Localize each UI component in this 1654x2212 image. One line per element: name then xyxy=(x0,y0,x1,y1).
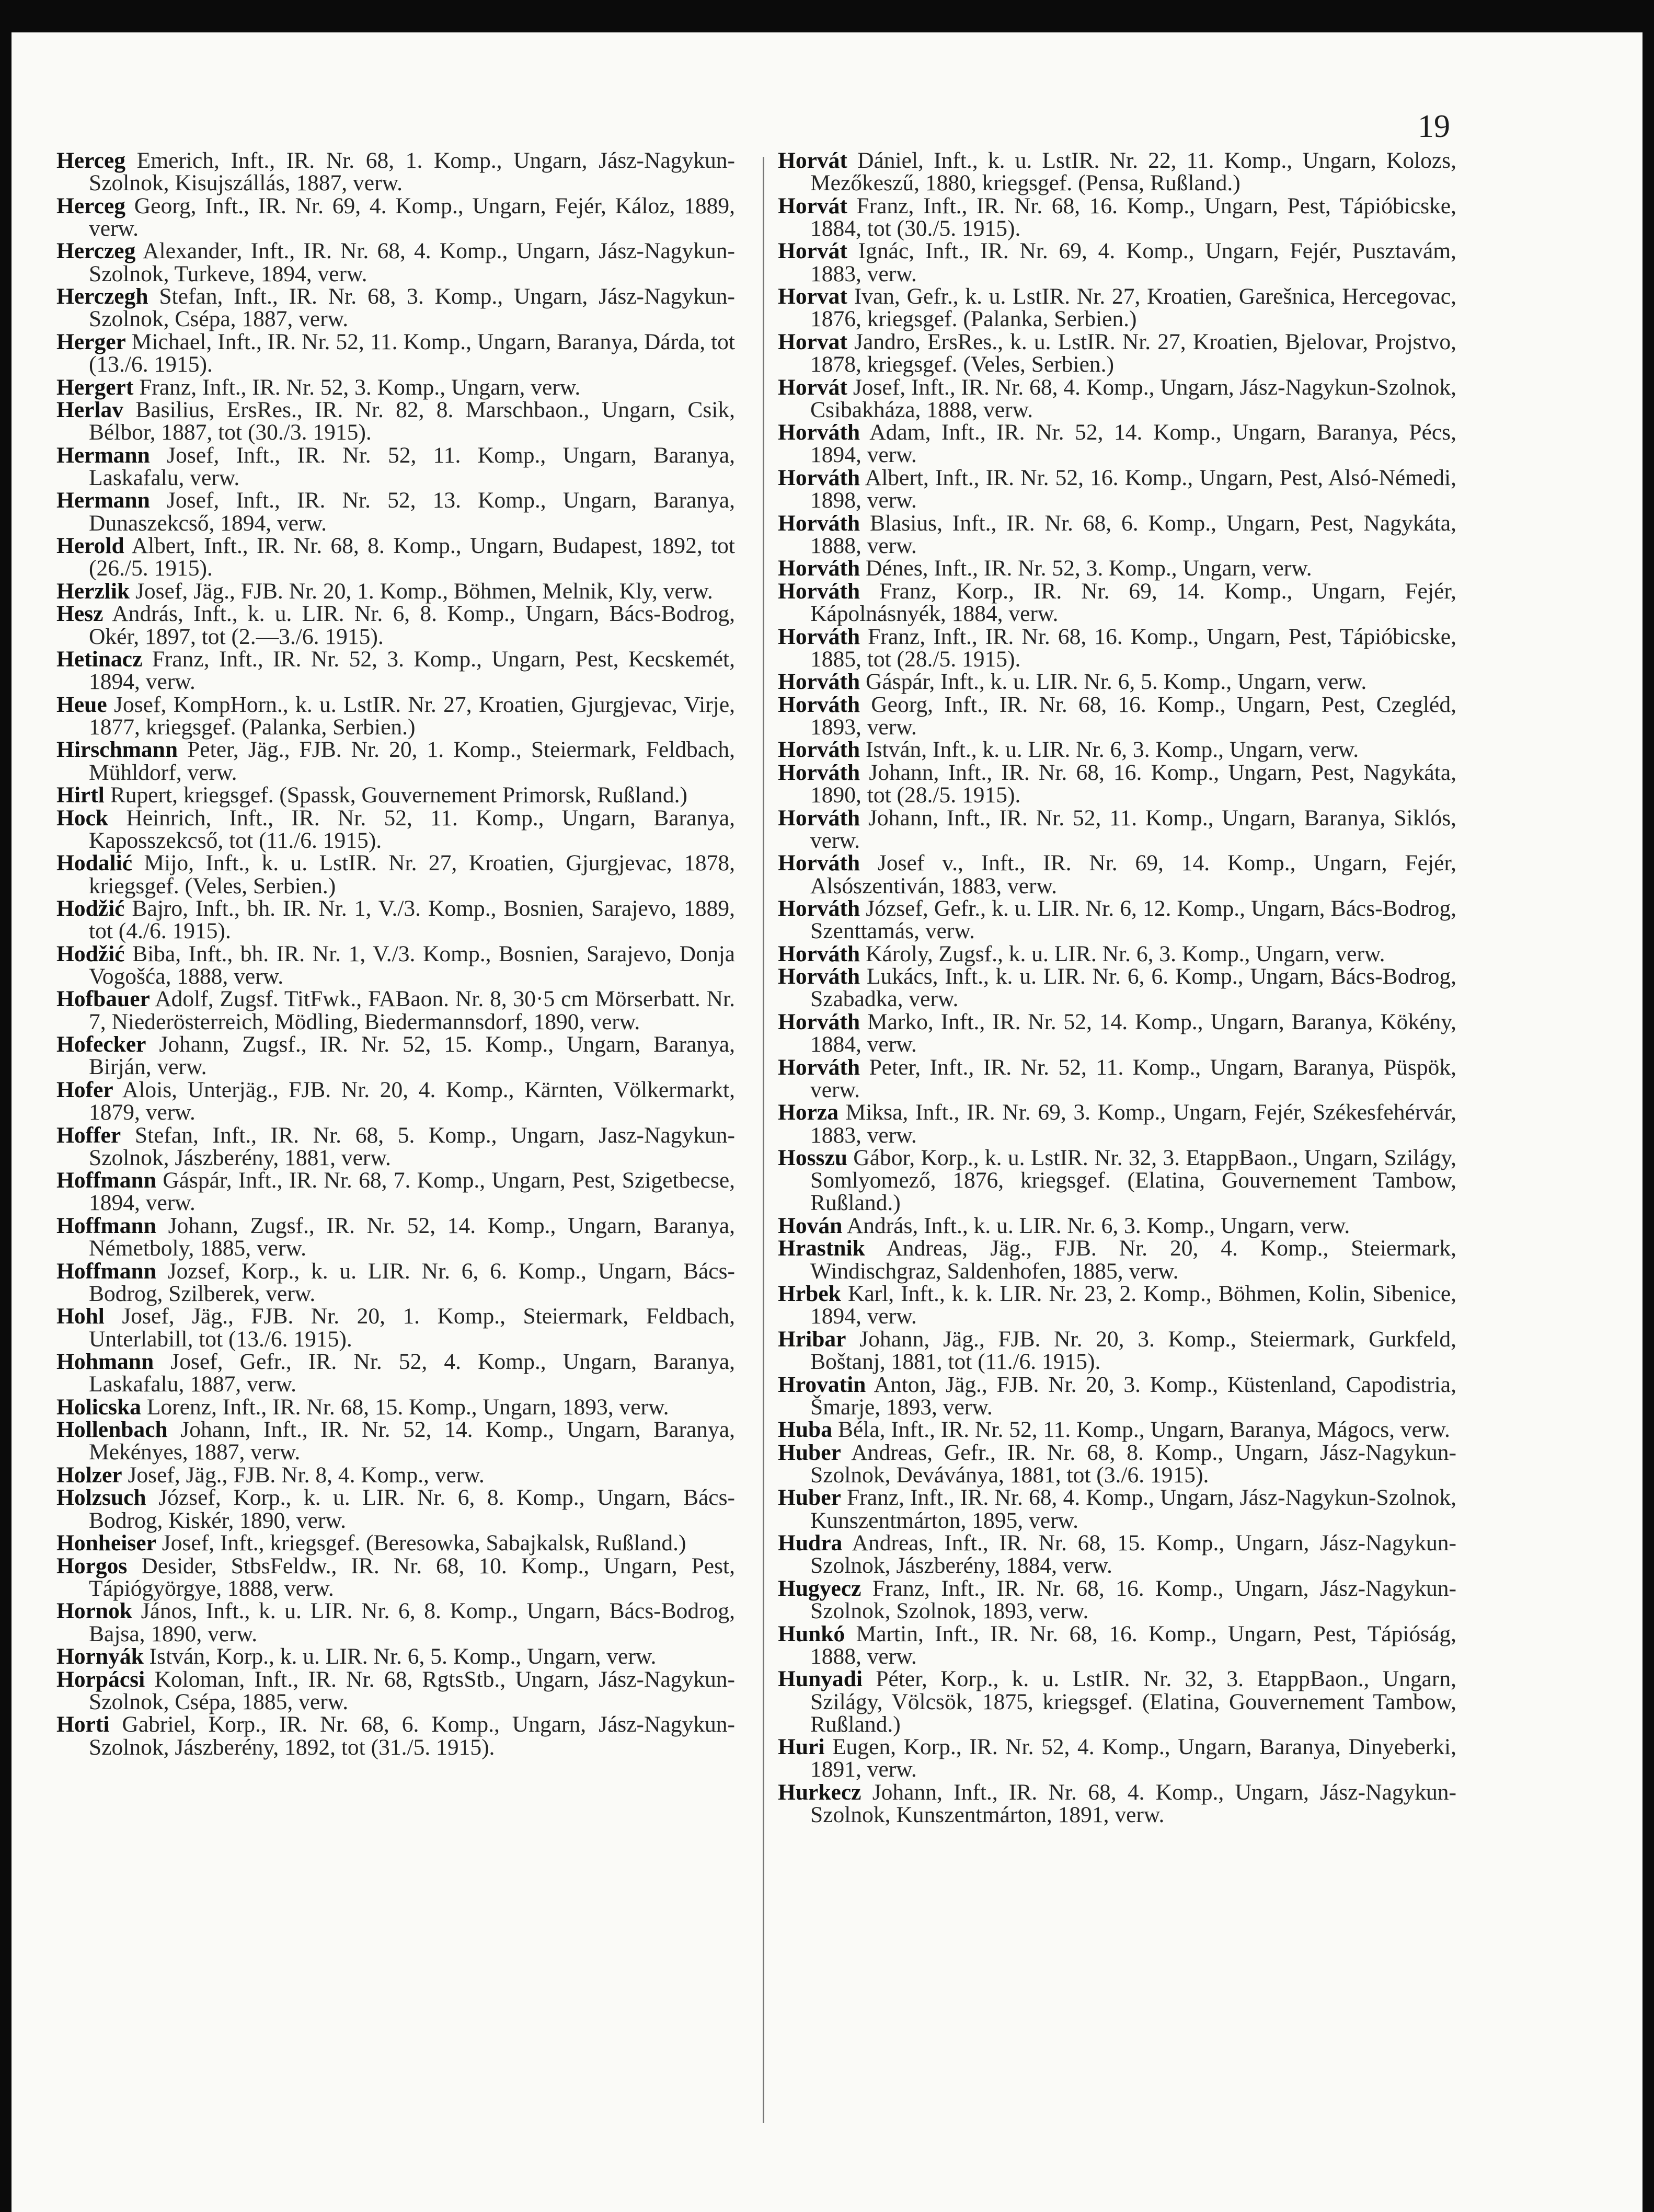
list-entry xyxy=(56,331,735,376)
entry-details: Karl, Inft., k. k. LIR. Nr. 23, 2. Komp., Böhmen, Kolin, Sibenice, 1894, verw. xyxy=(810,1281,1456,1329)
entry-details: Adolf, Zugsf. TitFwk., FABaon. Nr. 8, 30·5 cm Mörserbatt. Nr. 7, Niederösterreich, Mödling, Biedermannsdorf, 1890, verw. xyxy=(89,986,735,1034)
entry-surname: Hribar xyxy=(778,1326,846,1352)
list-entry xyxy=(56,240,735,285)
list-entry xyxy=(778,807,1456,852)
entry-surname: Horváth xyxy=(778,692,860,717)
entry-surname: Horváth xyxy=(778,465,860,490)
entry-surname: Hetinacz xyxy=(56,647,143,672)
entry-details: Heinrich, Inft., IR. Nr. 52, 11. Komp., Ungarn, Baranya, Kaposszekcső, tot (11./6. 1915). xyxy=(89,805,735,853)
entry-surname: Herceg xyxy=(56,148,126,173)
page-number: 19 xyxy=(1418,109,1450,144)
entry-details: Franz, Inft., IR. Nr. 68, 16. Komp., Ungarn, Jász-Nagykun-Szolnok, Szolnok, 1893, verw. xyxy=(810,1575,1456,1624)
entry-details: Béla, Inft., IR. Nr. 52, 11. Komp., Ungarn, Baranya, Mágocs, verw. xyxy=(832,1417,1450,1443)
entry-details: Franz, Inft., IR. Nr. 52, 3. Komp., Ungarn, Pest, Kecskemét, 1894, verw. xyxy=(89,647,735,695)
entry-surname: Hoffer xyxy=(56,1122,121,1148)
entry-details: Johann, Zugsf., IR. Nr. 52, 15. Komp., Ungarn, Baranya, Birján, verw. xyxy=(89,1032,735,1080)
entry-surname: Hermann xyxy=(56,488,150,513)
entry-surname: Huber xyxy=(778,1439,841,1465)
list-entry xyxy=(56,1464,735,1487)
list-entry xyxy=(778,1419,1456,1441)
entry-surname: Horváth xyxy=(778,420,860,445)
entry-details: Josef, Inft., kriegsgef. (Beresowka, Sabajkalsk, Rußland.) xyxy=(156,1530,686,1556)
entry-details: Johann, Zugsf., IR. Nr. 52, 14. Komp., Ungarn, Baranya, Németboly, 1885, verw. xyxy=(89,1213,735,1261)
list-entry xyxy=(56,1645,735,1668)
list-entry xyxy=(56,399,735,444)
entry-details: János, Inft., k. u. LIR. Nr. 6, 8. Komp., Ungarn, Bács-Bodrog, Bajsa, 1890, verw. xyxy=(89,1598,735,1646)
entry-details: Josef, Jäg., FJB. Nr. 20, 1. Komp., Steiermark, Feldbach, Unterlabill, tot (13./6. 1915). xyxy=(89,1304,735,1352)
list-entry xyxy=(56,1305,735,1350)
entry-surname: Holzsuch xyxy=(56,1485,146,1511)
list-entry xyxy=(778,1577,1456,1622)
list-entry xyxy=(778,626,1456,671)
entry-surname: Horti xyxy=(56,1712,110,1737)
entry-details: Ivan, Gefr., k. u. LstIR. Nr. 27, Kroatien, Garešnica, Hercegovac, 1876, kriegsgef. (Palanka, Serbien.) xyxy=(810,284,1456,332)
list-entry xyxy=(56,1260,735,1305)
entry-details: József, Korp., k. u. LIR. Nr. 6, 8. Komp., Ungarn, Bács-Bodrog, Kiskér, 1890, verw. xyxy=(89,1485,735,1533)
entry-details: Andreas, Gefr., IR. Nr. 68, 8. Komp., Ungarn, Jász-Nagykun-Szolnok, Deváványa, 1881, tot (3./6. 1915). xyxy=(810,1439,1456,1488)
entry-details: Franz, Inft., IR. Nr. 52, 3. Komp., Ungarn, verw. xyxy=(133,374,581,400)
entry-details: Josef, Inft., IR. Nr. 68, 4. Komp., Ungarn, Jász-Nagykun-Szolnok, Csibakháza, 1888, verw. xyxy=(810,374,1456,422)
list-entry xyxy=(778,1623,1456,1668)
entry-details: Josef, Inft., IR. Nr. 52, 11. Komp., Ungarn, Baranya, Laskafalu, verw. xyxy=(89,442,735,490)
entry-details: Biba, Inft., bh. IR. Nr. 1, V./3. Komp., Bosnien, Sarajevo, Donja Vogošća, 1888, verw. xyxy=(89,941,735,989)
entry-surname: Horváth xyxy=(778,556,860,581)
entry-surname: Herceg xyxy=(56,193,126,218)
list-entry xyxy=(56,988,735,1033)
entry-surname: Hrbek xyxy=(778,1281,841,1307)
list-entry xyxy=(56,1124,735,1169)
list-entry xyxy=(778,1283,1456,1328)
list-entry xyxy=(56,1079,735,1124)
entry-details: Mijo, Inft., k. u. LstIR. Nr. 27, Kroatien, Gjurgjevac, 1878, kriegsgef. (Veles, Serbien.) xyxy=(89,850,735,898)
list-entry xyxy=(778,195,1456,240)
entry-details: Andreas, Inft., IR. Nr. 68, 15. Komp., Ungarn, Jász-Nagykun-Szolnok, Jászberény, 1884, verw. xyxy=(810,1530,1456,1579)
entry-surname: Hován xyxy=(778,1213,843,1238)
entry-surname: Hollenbach xyxy=(56,1417,168,1443)
list-entry xyxy=(56,1419,735,1464)
entry-surname: Hirschmann xyxy=(56,737,178,763)
entry-surname: Horváth xyxy=(778,805,860,831)
entry-surname: Horgos xyxy=(56,1553,128,1579)
list-entry xyxy=(56,603,735,648)
list-entry xyxy=(778,965,1456,1010)
entry-details: Bajro, Inft., bh. IR. Nr. 1, V./3. Komp., Bosnien, Sarajevo, 1889, tot (4./6. 1915). xyxy=(89,896,735,944)
list-entry xyxy=(778,1668,1456,1736)
entry-surname: Hock xyxy=(56,805,109,831)
entry-surname: Horváth xyxy=(778,941,860,966)
list-entry xyxy=(56,1396,735,1419)
entry-details: Johann, Jäg., FJB. Nr. 20, 3. Komp., Steiermark, Gurkfeld, Boštanj, 1881, tot (11./6. 1915). xyxy=(810,1326,1456,1375)
entry-details: Lukács, Inft., k. u. LIR. Nr. 6, 6. Komp., Ungarn, Bács-Bodrog, Szabadka, verw. xyxy=(810,964,1456,1012)
list-entry xyxy=(778,1328,1456,1373)
list-entry xyxy=(56,285,735,330)
entry-details: Johann, Inft., IR. Nr. 52, 14. Komp., Ungarn, Baranya, Mekényes, 1887, verw. xyxy=(89,1417,735,1465)
entry-details: József, Gefr., k. u. LIR. Nr. 6, 12. Komp., Ungarn, Bács-Bodrog, Szenttamás, verw. xyxy=(810,896,1456,944)
entry-details: Stefan, Inft., IR. Nr. 68, 3. Komp., Ungarn, Jász-Nagykun-Szolnok, Csépa, 1887, verw. xyxy=(89,284,735,332)
entry-surname: Horvát xyxy=(778,238,847,264)
list-entry xyxy=(56,1668,735,1713)
entry-details: Josef, Gefr., IR. Nr. 52, 4. Komp., Ungarn, Baranya, Laskafalu, 1887, verw. xyxy=(89,1349,735,1397)
list-entry xyxy=(56,1600,735,1645)
entry-details: Johann, Inft., IR. Nr. 68, 16. Komp., Ungarn, Pest, Nagykáta, 1890, tot (28./5. 1915). xyxy=(810,759,1456,808)
list-entry xyxy=(778,1736,1456,1781)
list-entry xyxy=(778,285,1456,330)
entry-details: Koloman, Inft., IR. Nr. 68, RgtsStb., Ungarn, Jász-Nagykun-Szolnok, Csépa, 1885, verw. xyxy=(89,1666,735,1714)
list-entry xyxy=(56,1351,735,1396)
entry-details: Jandro, ErsRes., k. u. LstIR. Nr. 27, Kroatien, Bjelovar, Projstvo, 1878, kriegsgef. (Veles, Serbien.) xyxy=(810,329,1456,377)
entry-surname: Horváth xyxy=(778,759,860,785)
list-entry xyxy=(778,376,1456,421)
list-entry xyxy=(56,1713,735,1758)
list-entry xyxy=(56,739,735,784)
entry-details: Adam, Inft., IR. Nr. 52, 14. Komp., Ungarn, Baranya, Pécs, 1894, verw. xyxy=(810,420,1456,468)
list-entry xyxy=(56,1487,735,1531)
entry-details: Martin, Inft., IR. Nr. 68, 16. Komp., Ungarn, Pest, Tápióság, 1888, verw. xyxy=(810,1621,1456,1669)
list-entry xyxy=(778,421,1456,466)
entry-surname: Horvát xyxy=(778,148,847,173)
list-entry xyxy=(778,467,1456,512)
entry-details: András, Inft., k. u. LIR. Nr. 6, 3. Komp., Ungarn, verw. xyxy=(842,1213,1350,1238)
list-entry xyxy=(778,1011,1456,1056)
entry-details: Franz, Korp., IR. Nr. 69, 14. Komp., Ungarn, Fejér, Kápolnásnyék, 1884, verw. xyxy=(810,578,1456,627)
entry-details: Josef, Jäg., FJB. Nr. 8, 4. Komp., verw. xyxy=(122,1462,485,1488)
entry-surname: Hunkó xyxy=(778,1621,845,1646)
left-column xyxy=(56,149,735,1759)
right-column xyxy=(778,149,1456,1827)
entry-surname: Hoffmann xyxy=(56,1213,156,1238)
list-entry xyxy=(778,943,1456,965)
entry-surname: Horvat xyxy=(778,284,847,309)
entry-surname: Horváth xyxy=(778,850,860,876)
entry-details: Basilius, ErsRes., IR. Nr. 82, 8. Marschbaon., Ungarn, Csik, Bélbor, 1887, tot (30./3. 1915). xyxy=(89,397,735,445)
column-divider xyxy=(763,157,764,2123)
entry-surname: Hohmann xyxy=(56,1349,154,1375)
list-entry xyxy=(778,852,1456,897)
entry-surname: Hirtl xyxy=(56,782,105,808)
list-entry xyxy=(778,1781,1456,1826)
entry-surname: Hofecker xyxy=(56,1032,146,1057)
entry-details: Stefan, Inft., IR. Nr. 68, 5. Komp., Ungarn, Jasz-Nagykun-Szolnok, Jászberény, 1881, verw. xyxy=(89,1122,735,1170)
list-entry xyxy=(778,1215,1456,1237)
entry-surname: Horváth xyxy=(778,578,860,604)
entry-surname: Herger xyxy=(56,329,126,354)
entry-surname: Horpácsi xyxy=(56,1666,145,1692)
entry-details: Andreas, Jäg., FJB. Nr. 20, 4. Komp., Steiermark, Windischgraz, Saldenhofen, 1885, verw. xyxy=(810,1236,1456,1284)
entry-surname: Hofer xyxy=(56,1077,113,1102)
list-entry xyxy=(778,580,1456,625)
entry-details: Gáspár, Inft., k. u. LIR. Nr. 6, 5. Komp., Ungarn, verw. xyxy=(860,669,1367,695)
entry-surname: Horvát xyxy=(778,374,847,400)
list-entry xyxy=(56,1532,735,1554)
list-entry xyxy=(56,648,735,693)
list-entry xyxy=(56,694,735,739)
list-entry xyxy=(778,1487,1456,1531)
entry-details: István, Korp., k. u. LIR. Nr. 6, 5. Komp., Ungarn, verw. xyxy=(143,1644,657,1669)
list-entry xyxy=(778,240,1456,285)
entry-surname: Hrastnik xyxy=(778,1236,865,1261)
entry-surname: Hodžić xyxy=(56,941,125,966)
entry-details: Franz, Inft., IR. Nr. 68, 16. Komp., Ungarn, Pest, Tápióbicske, 1885, tot (28./5. 1915). xyxy=(810,624,1456,672)
entry-details: Josef, Inft., IR. Nr. 52, 13. Komp., Ungarn, Baranya, Dunaszekcső, 1894, verw. xyxy=(89,488,735,536)
entry-details: Albert, Inft., IR. Nr. 68, 8. Komp., Ungarn, Budapest, 1892, tot (26./5. 1915). xyxy=(89,533,735,581)
entry-surname: Honheiser xyxy=(56,1530,156,1556)
entry-surname: Holzer xyxy=(56,1462,122,1488)
entry-details: Alois, Unterjäg., FJB. Nr. 20, 4. Komp., Kärnten, Völkermarkt, 1879, verw. xyxy=(89,1077,735,1125)
entry-surname: Hrovatin xyxy=(778,1372,866,1397)
entry-surname: Huri xyxy=(778,1734,825,1760)
entry-details: Josef, Jäg., FJB. Nr. 20, 1. Komp., Böhmen, Melnik, Kly, verw. xyxy=(130,578,713,604)
entry-details: Alexander, Inft., IR. Nr. 68, 4. Komp., Ungarn, Jász-Nagykun-Szolnok, Turkeve, 1894, verw. xyxy=(89,238,735,286)
list-entry xyxy=(56,784,735,807)
entry-surname: Holicska xyxy=(56,1394,141,1420)
entry-details: Gáspár, Inft., IR. Nr. 68, 7. Komp., Ungarn, Pest, Szigetbecse, 1894, verw. xyxy=(89,1168,735,1216)
entry-details: Ignác, Inft., IR. Nr. 69, 4. Komp., Ungarn, Fejér, Pusztavám, 1883, verw. xyxy=(810,238,1456,286)
list-entry xyxy=(778,1532,1456,1577)
list-entry xyxy=(56,1555,735,1600)
entry-surname: Horváth xyxy=(778,1009,860,1034)
entry-details: Marko, Inft., IR. Nr. 52, 14. Komp., Ungarn, Baranya, Kökény, 1884, verw. xyxy=(810,1009,1456,1057)
list-entry xyxy=(778,512,1456,557)
list-entry xyxy=(56,489,735,534)
list-entry xyxy=(778,759,1456,808)
entry-surname: Huba xyxy=(778,1417,832,1443)
entry-details: Gabriel, Korp., IR. Nr. 68, 6. Komp., Ungarn, Jász-Nagykun-Szolnok, Jászberény, 1892, tot (31./5. 1915). xyxy=(89,1712,735,1760)
entry-surname: Hornyák xyxy=(56,1644,144,1669)
list-entry xyxy=(778,557,1456,580)
list-entry xyxy=(56,852,735,897)
entry-surname: Hugyecz xyxy=(778,1575,862,1601)
entry-details: Peter, Inft., IR. Nr. 52, 11. Komp., Ungarn, Baranya, Püspök, verw. xyxy=(810,1054,1456,1102)
list-entry xyxy=(778,149,1456,194)
entry-details: Johann, Inft., IR. Nr. 68, 4. Komp., Ungarn, Jász-Nagykun-Szolnok, Kunszentmárton, 1891, verw. xyxy=(810,1779,1456,1828)
list-entry xyxy=(778,694,1456,739)
entry-details: Blasius, Inft., IR. Nr. 68, 6. Komp., Ungarn, Pest, Nagykáta, 1888, verw. xyxy=(810,510,1456,558)
list-entry xyxy=(778,1147,1456,1215)
entry-surname: Hosszu xyxy=(778,1145,847,1171)
entry-surname: Herold xyxy=(56,533,124,559)
entry-surname: Hunyadi xyxy=(778,1666,863,1692)
entry-surname: Huber xyxy=(778,1485,841,1511)
list-entry xyxy=(56,897,735,942)
list-entry xyxy=(56,807,735,852)
entry-details: Gábor, Korp., k. u. LstIR. Nr. 32, 3. EtappBaon., Ungarn, Szilágy, Somlyomező, 1876, kriegsgef. (Elatina, Gouvernement Tambow, Rußland.) xyxy=(810,1145,1456,1216)
entry-surname: Hoffmann xyxy=(56,1168,156,1193)
entry-details: András, Inft., k. u. LIR. Nr. 6, 8. Komp., Ungarn, Bács-Bodrog, Okér, 1897, tot (2.—3./6. 1915). xyxy=(89,601,735,649)
list-entry xyxy=(778,739,1456,761)
list-entry xyxy=(778,897,1456,942)
list-entry xyxy=(56,535,735,580)
entry-details: Desider, StbsFeldw., IR. Nr. 68, 10. Komp., Ungarn, Pest, Tápiógyörgye, 1888, verw. xyxy=(89,1553,735,1601)
entry-details: Anton, Jäg., FJB. Nr. 20, 3. Komp., Küstenland, Capodistria, Šmarje, 1893, verw. xyxy=(810,1372,1456,1420)
list-entry xyxy=(778,1056,1456,1101)
entry-surname: Horváth xyxy=(778,624,860,649)
entry-surname: Horváth xyxy=(778,1054,860,1080)
entry-details: Rupert, kriegsgef. (Spassk, Gouvernement Primorsk, Rußland.) xyxy=(104,782,687,808)
list-entry xyxy=(778,1101,1456,1146)
entry-surname: Horváth xyxy=(778,669,860,695)
entry-details: Georg, Inft., IR. Nr. 68, 16. Komp., Ungarn, Pest, Czegléd, 1893, verw. xyxy=(810,692,1456,740)
entry-surname: Horváth xyxy=(778,896,860,921)
entry-details: Franz, Inft., IR. Nr. 68, 16. Komp., Ungarn, Pest, Tápióbicske, 1884, tot (30./5. 1915). xyxy=(810,193,1456,241)
entry-details: Lorenz, Inft., IR. Nr. 68, 15. Komp., Ungarn, 1893, verw. xyxy=(141,1394,669,1420)
entry-surname: Horvát xyxy=(778,193,847,218)
entry-surname: Hermann xyxy=(56,442,150,468)
entry-surname: Hoffmann xyxy=(56,1258,156,1284)
entry-details: Károly, Zugsf., k. u. LIR. Nr. 6, 3. Komp., Ungarn, verw. xyxy=(860,941,1385,966)
entry-details: Michael, Inft., IR. Nr. 52, 11. Komp., Ungarn, Baranya, Dárda, tot (13./6. 1915). xyxy=(89,329,735,377)
entry-details: Franz, Inft., IR. Nr. 68, 4. Komp., Ungarn, Jász-Nagykun-Szolnok, Kunszentmárton, 1895, verw. xyxy=(810,1485,1456,1533)
entry-surname: Horváth xyxy=(778,510,860,536)
list-entry xyxy=(56,376,735,399)
entry-details: Albert, Inft., IR. Nr. 52, 16. Komp., Ungarn, Pest, Alsó-Némedi, 1898, verw. xyxy=(810,465,1456,513)
entry-surname: Herzlik xyxy=(56,578,130,604)
list-entry xyxy=(56,1215,735,1260)
entry-details: István, Inft., k. u. LIR. Nr. 6, 3. Komp., Ungarn, verw. xyxy=(860,737,1359,763)
list-entry xyxy=(56,444,735,489)
entry-surname: Hodalić xyxy=(56,850,133,876)
entry-surname: Herlav xyxy=(56,397,124,423)
list-entry xyxy=(778,1237,1456,1282)
list-entry xyxy=(778,671,1456,693)
entry-details: Georg, Inft., IR. Nr. 69, 4. Komp., Ungarn, Fejér, Káloz, 1889, verw. xyxy=(89,193,735,241)
entry-surname: Horza xyxy=(778,1100,839,1125)
entry-surname: Hodžić xyxy=(56,896,125,921)
entry-surname: Horváth xyxy=(778,964,860,989)
entry-surname: Hergert xyxy=(56,374,134,400)
list-entry xyxy=(56,1169,735,1214)
entry-details: Péter, Korp., k. u. LstIR. Nr. 32, 3. EtappBaon., Ungarn, Szilágy, Völcsök, 1875, kriegsgef. (Elatina, Gouvernement Tambow, Rußland.) xyxy=(810,1666,1456,1737)
entry-details: Josef v., Inft., IR. Nr. 69, 14. Komp., Ungarn, Fejér, Alsószentiván, 1883, verw. xyxy=(810,850,1456,898)
list-entry xyxy=(56,580,735,603)
entry-details: Johann, Inft., IR. Nr. 52, 11. Komp., Ungarn, Baranya, Siklós, verw. xyxy=(810,805,1456,853)
entry-details: Peter, Jäg., FJB. Nr. 20, 1. Komp., Steiermark, Feldbach, Mühldorf, verw. xyxy=(89,737,735,785)
entry-surname: Hornok xyxy=(56,1598,133,1624)
entry-details: Dénes, Inft., IR. Nr. 52, 3. Komp., Ungarn, verw. xyxy=(860,556,1312,581)
list-entry xyxy=(778,331,1456,376)
list-entry xyxy=(56,1033,735,1078)
entry-surname: Hudra xyxy=(778,1530,843,1556)
entry-surname: Hohl xyxy=(56,1304,105,1329)
entry-surname: Hofbauer xyxy=(56,986,150,1012)
entry-surname: Horváth xyxy=(778,737,860,763)
list-entry xyxy=(778,1374,1456,1419)
entry-surname: Herczegh xyxy=(56,284,148,309)
entry-details: Miksa, Inft., IR. Nr. 69, 3. Komp., Ungarn, Fejér, Székesfehérvár, 1883, verw. xyxy=(810,1100,1456,1148)
entry-surname: Horvat xyxy=(778,329,847,354)
entry-details: Eugen, Korp., IR. Nr. 52, 4. Komp., Ungarn, Baranya, Dinyeberki, 1891, verw. xyxy=(810,1734,1456,1782)
entry-surname: Hurkecz xyxy=(778,1779,862,1805)
entry-details: Josef, KompHorn., k. u. LstIR. Nr. 27, Kroatien, Gjurgjevac, Virje, 1877, kriegsgef. (Palanka, Serbien.) xyxy=(89,692,735,740)
entry-surname: Herczeg xyxy=(56,238,136,264)
document-page xyxy=(12,32,1642,2212)
entry-details: Emerich, Inft., IR. Nr. 68, 1. Komp., Ungarn, Jász-Nagykun-Szolnok, Kisujszállás, 1887, verw. xyxy=(89,148,735,196)
list-entry xyxy=(56,195,735,240)
entry-details: Dániel, Inft., k. u. LstIR. Nr. 22, 11. Komp., Ungarn, Kolozs, Mezőkeszű, 1880, kriegsgef. (Pensa, Rußland.) xyxy=(810,148,1456,196)
list-entry xyxy=(56,943,735,988)
list-entry xyxy=(56,149,735,194)
entry-surname: Heue xyxy=(56,692,107,717)
list-entry xyxy=(778,1439,1456,1488)
entry-details: Jozsef, Korp., k. u. LIR. Nr. 6, 6. Komp., Ungarn, Bács-Bodrog, Szilberek, verw. xyxy=(89,1258,735,1306)
entry-surname: Hesz xyxy=(56,601,104,627)
